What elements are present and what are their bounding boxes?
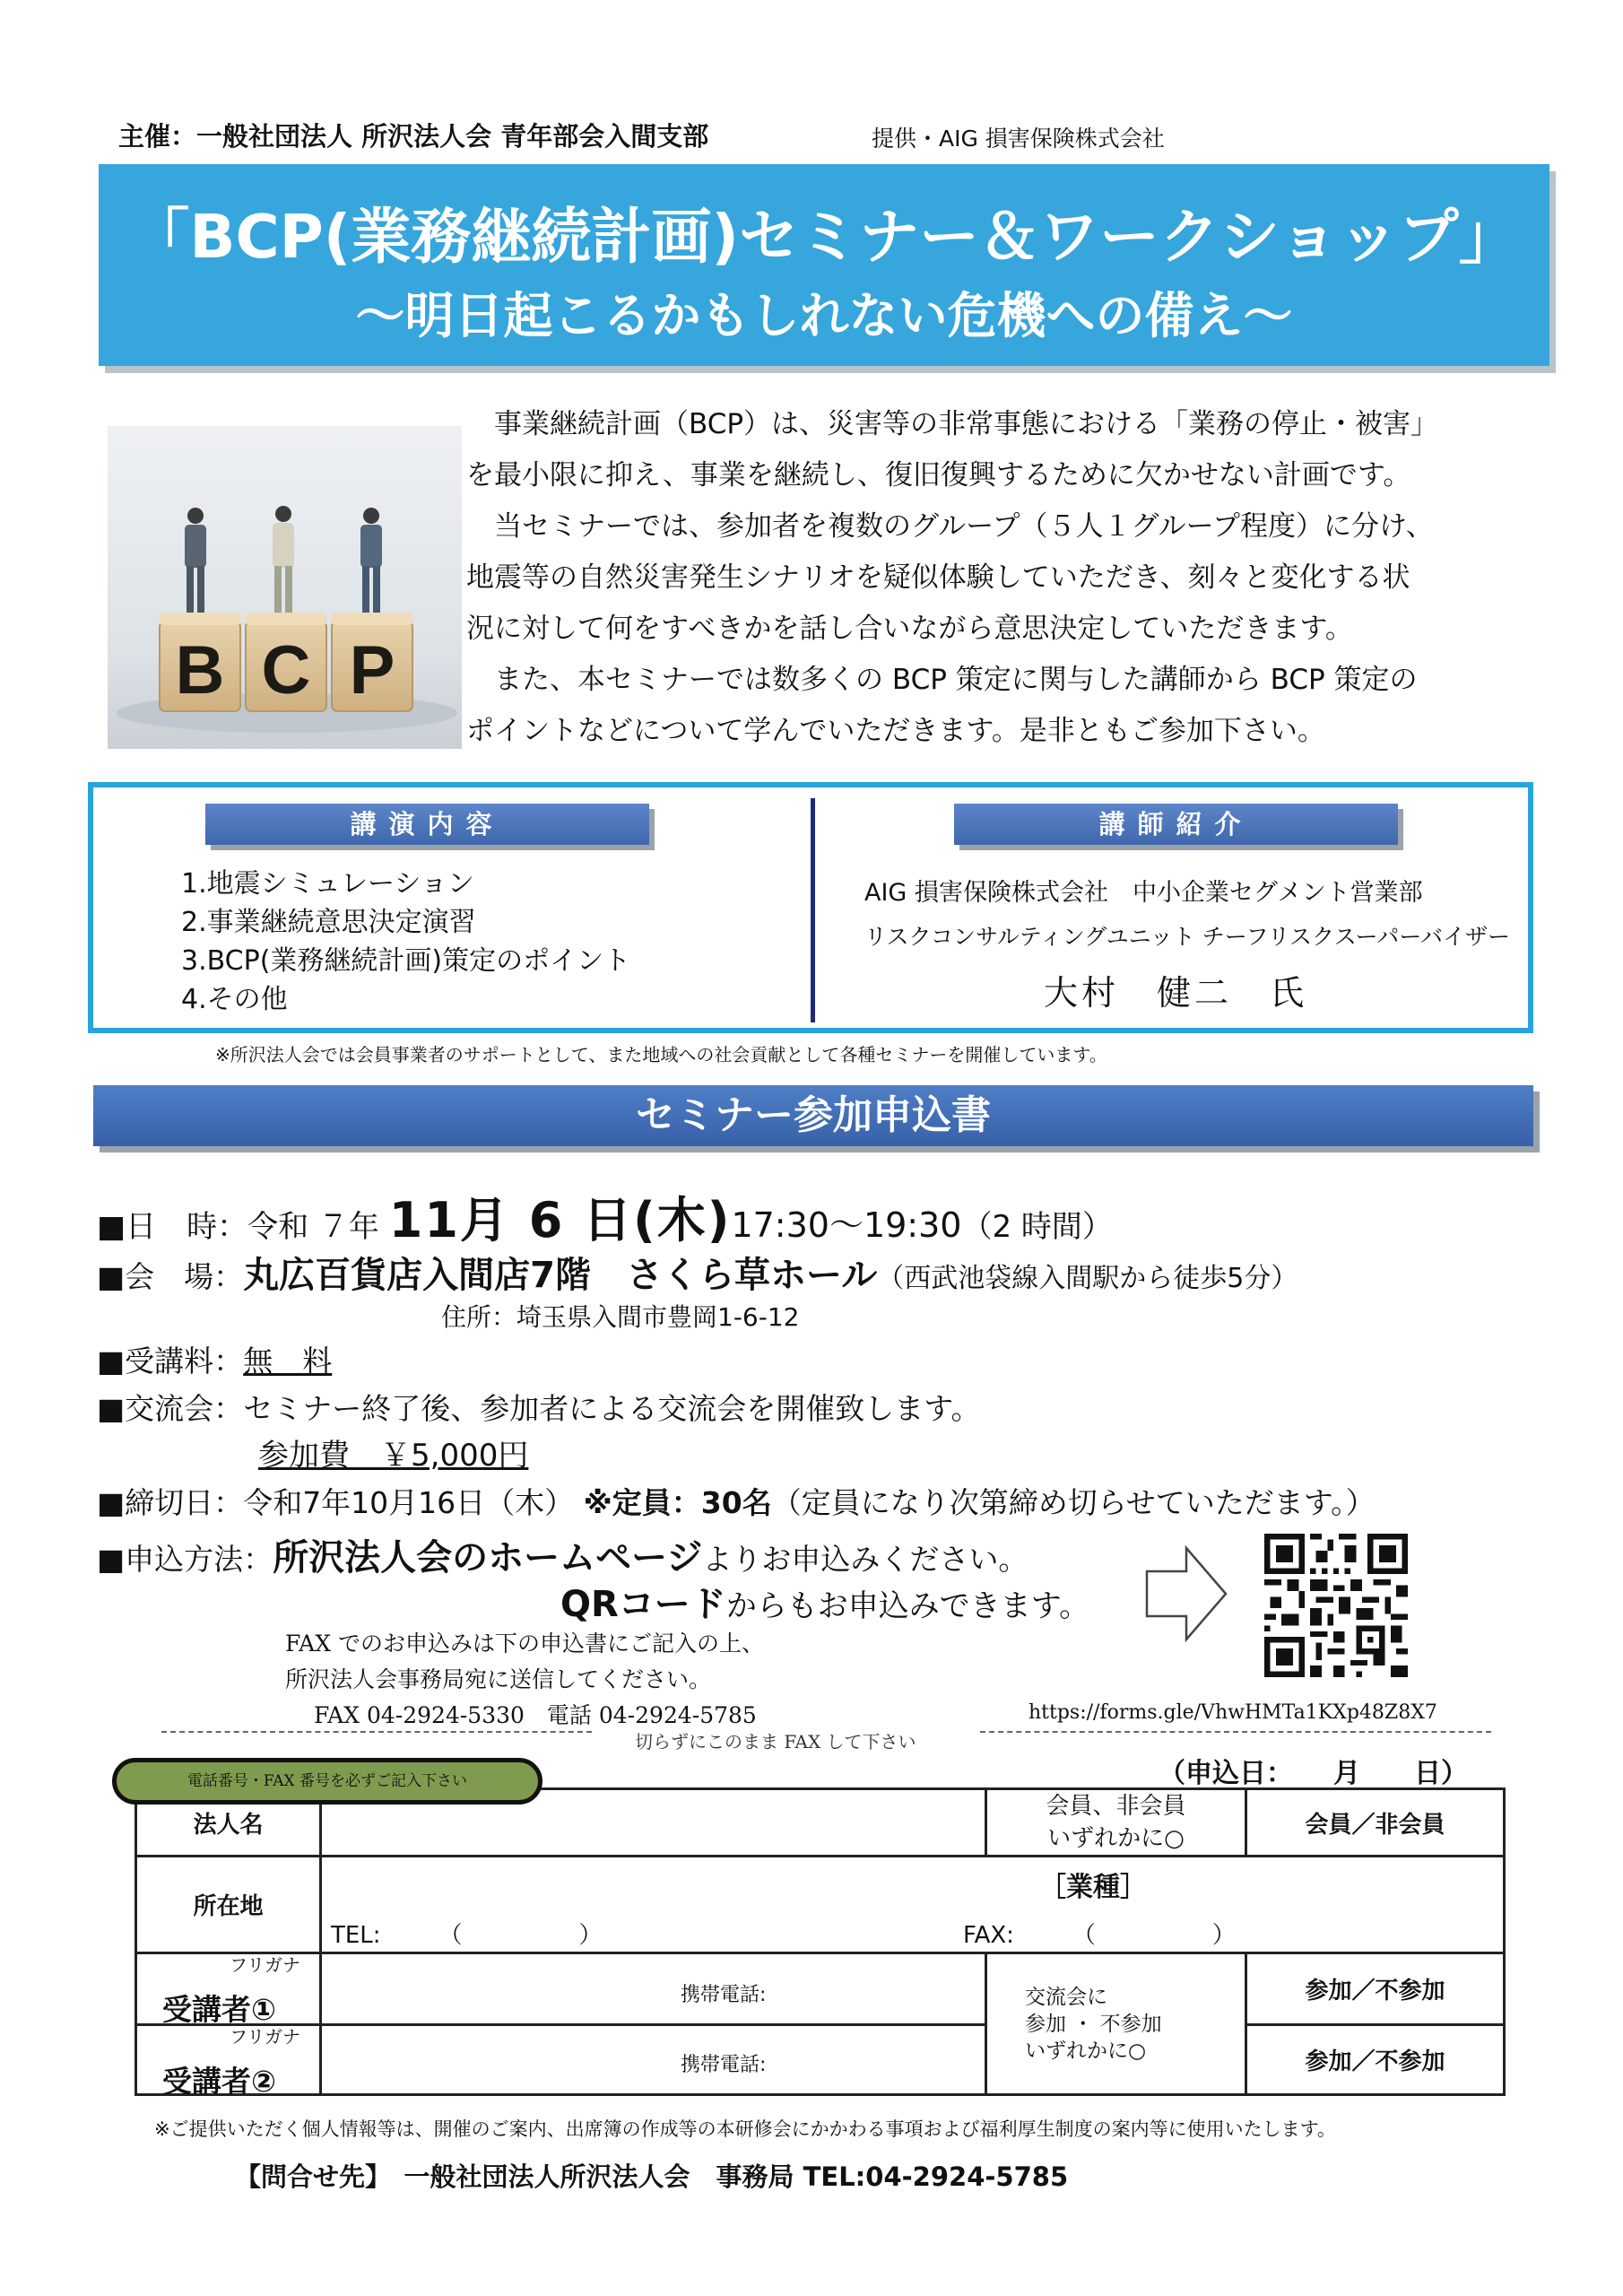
party-label: ■交流会： [97, 1391, 244, 1426]
attendee2-party-choice[interactable]: 参加／不参加 [1246, 2025, 1505, 2095]
page-subtitle: ～明日起こるかもしれない危機への備え～ [355, 287, 1293, 344]
qr-instruction [560, 1576, 1089, 1627]
qr-rest: からもお申込みできます。 [725, 1588, 1090, 1624]
bcp-blocks-photo [108, 426, 462, 749]
intro-line: また、本セミナーでは数多くの BCP 策定に関与した講師から BCP 策定の [466, 664, 1418, 696]
tel-field[interactable]: TEL: （ ） [331, 1922, 603, 1949]
lecture-item: 1.地震シミュレーション [181, 868, 474, 900]
industry-label: ［業種］ [1039, 1872, 1147, 1903]
address-field[interactable] [321, 1857, 1505, 1953]
lecture-item: 2.事業継続意思決定演習 [181, 907, 476, 938]
fax-phone-numbers: FAX 04-2924-5330 電話 04-2924-5785 [314, 1702, 757, 1728]
venue-address: 住所：埼玉県入間市豊岡1-6-12 [441, 1302, 800, 1332]
detail-deadline [97, 1480, 1376, 1522]
venue-access: （西武池袋線入間駅から徒歩5分） [877, 1263, 1298, 1294]
speaker-unit: リスクコンサルティングユニット チーフリスクスーパーバイザー [864, 924, 1510, 950]
speaker-heading: 講師紹介 [954, 804, 1398, 845]
intro-line: 況に対して何をすべきかを話し合いながら意思決定していただきます。 [466, 613, 1353, 645]
detail-date [97, 1182, 1113, 1251]
member-note: 会員、非会員 いずれかに○ [986, 1789, 1246, 1857]
company-label: 法人名 [136, 1789, 321, 1857]
cut-line-text: 切らずにこのまま FAX して下さい [635, 1731, 916, 1752]
block-letter-c: C [261, 632, 311, 709]
date-label: ■日 時： [97, 1209, 248, 1245]
detail-fee [97, 1338, 332, 1380]
attendee1-label: 受講者① [162, 1992, 276, 2027]
venue-label: ■会 場： [97, 1259, 244, 1294]
seminar-info-box [88, 782, 1533, 1033]
organizer-text: 主催：一般社団法人 所沢法人会 青年部会入間支部 [118, 121, 709, 152]
fax-note [285, 1626, 764, 1698]
lecture-list [181, 865, 630, 1019]
deadline-text: 令和7年10月16日（木） [243, 1485, 575, 1520]
lecture-item: 3.BCP(業務継続計画)策定のポイント [181, 945, 631, 977]
detail-party [97, 1386, 981, 1428]
arrow-right-icon [1143, 1544, 1229, 1643]
attendee2-mobile-label: 携帯電話: [681, 2054, 767, 2076]
date-time: 17:30～19:30 [731, 1205, 962, 1245]
cut-line-right [980, 1731, 1491, 1733]
apply-link[interactable]: 所沢法人会のホームページ [273, 1537, 703, 1578]
form-url[interactable]: https://forms.gle/VhwHMTa1KXp48Z8X7 [1028, 1701, 1437, 1724]
capacity-label: ※定員： [583, 1485, 701, 1520]
contact-info: 【問合せ先】 一般社団法人所沢法人会 事務局 TEL:04-2924-5785 [235, 2161, 1069, 2192]
speaker-org: AIG 損害保険株式会社 中小企業セグメント営業部 [864, 879, 1423, 907]
attendee1-label-cell [136, 1953, 321, 2025]
block-letter-p: P [349, 632, 395, 709]
date-main: 11月 6 日(木) [388, 1192, 732, 1248]
intro-line: 地震等の自然災害発生シナリオを疑似体験していただき、刻々と変化する状 [466, 561, 1410, 594]
qr-code-icon[interactable] [1264, 1534, 1408, 1677]
fax-note-line: 所沢法人会事務局宛に送信してください。 [285, 1666, 712, 1692]
capacity-note: （定員になり次第締め切らせていただます。） [771, 1485, 1376, 1520]
fax-note-line: FAX でのお申込みは下の申込書にご記入の上、 [285, 1631, 764, 1657]
cut-line-left [161, 1731, 592, 1733]
apply-label: ■申込方法： [97, 1542, 273, 1577]
date-prefix: 令和 ７年 [247, 1209, 389, 1245]
party-note: 交流会に 参加 ・ 不参加 いずれかに○ [986, 1953, 1246, 2095]
detail-venue [97, 1247, 1298, 1298]
application-banner: セミナー参加申込書 [93, 1085, 1533, 1146]
sponsor-text: 提供・AIG 損害保険株式会社 [872, 126, 1165, 152]
attendee2-label-cell [136, 2025, 321, 2099]
attendee2-field[interactable] [321, 2025, 986, 2095]
attendee1-furigana: フリガナ [230, 1954, 300, 1976]
section-divider [811, 798, 815, 1022]
lecture-item: 4.その他 [181, 984, 288, 1015]
qr-main: QRコード [560, 1584, 726, 1625]
intro-line: 事業継続計画（BCP）は、災害等の非常事態における「業務の停止・被害」 [466, 408, 1439, 440]
deadline-label: ■締切日： [97, 1485, 244, 1520]
speaker-name: 大村 健二 氏 [1044, 973, 1308, 1013]
fee-value: 無 料 [243, 1344, 333, 1378]
address-label: 所在地 [136, 1857, 321, 1953]
title-banner [99, 164, 1549, 366]
attendee2-label: 受講者② [162, 2064, 276, 2099]
lecture-heading: 講演内容 [205, 804, 649, 845]
attendee2-furigana: フリガナ [230, 2026, 300, 2048]
application-date[interactable]: （申込日： 月 日） [1159, 1758, 1468, 1789]
date-duration: （2 時間） [961, 1209, 1113, 1245]
fax-field[interactable]: FAX: （ ） [963, 1922, 1236, 1949]
intro-paragraph [466, 399, 1551, 757]
block-letter-b: B [175, 632, 225, 709]
intro-line: を最小限に抑え、事業を継続し、復旧復興するために欠かせない計画です。 [466, 459, 1411, 491]
capacity-text: 30名 [700, 1485, 772, 1520]
phone-fax-reminder: 電話番号・FAX 番号を必ずご記入下さい [112, 1758, 542, 1805]
attendee1-field[interactable] [321, 1953, 986, 2025]
intro-line: 当セミナーでは、参加者を複数のグループ（５人１グループ程度）に分け、 [466, 510, 1434, 543]
detail-apply [97, 1529, 1028, 1580]
privacy-note: ※ご提供いただく個人情報等は、開催のご案内、出席簿の作成等の本研修会にかかわる事項および福利厚生制度の案内等に使用いたします。 [154, 2118, 1336, 2140]
attendee1-mobile-label: 携帯電話: [681, 1984, 767, 2006]
apply-rest: よりお申込みください。 [702, 1542, 1028, 1577]
fee-label: ■受講料： [97, 1344, 244, 1378]
intro-line: ポイントなどについて学んでいただきます。是非ともご参加下さい。 [466, 715, 1325, 747]
member-choice[interactable]: 会員／非会員 [1246, 1789, 1505, 1857]
venue-name: 丸広百貨店入間店7階 さくら草ホール [243, 1255, 878, 1296]
party-fee: 参加費 ￥5,000円 [258, 1438, 529, 1474]
footnote: ※所沢法人会では会員事業者のサポートとして、また地域への社会貢献として各種セミナーを開催しています。 [215, 1044, 1107, 1065]
attendee1-party-choice[interactable]: 参加／不参加 [1246, 1953, 1505, 2025]
application-form [135, 1787, 1506, 2099]
page-title: 「BCP(業務継続計画)セミナー＆ワークショップ」 [129, 202, 1519, 272]
party-text: セミナー終了後、参加者による交流会を開催致します。 [243, 1391, 981, 1426]
